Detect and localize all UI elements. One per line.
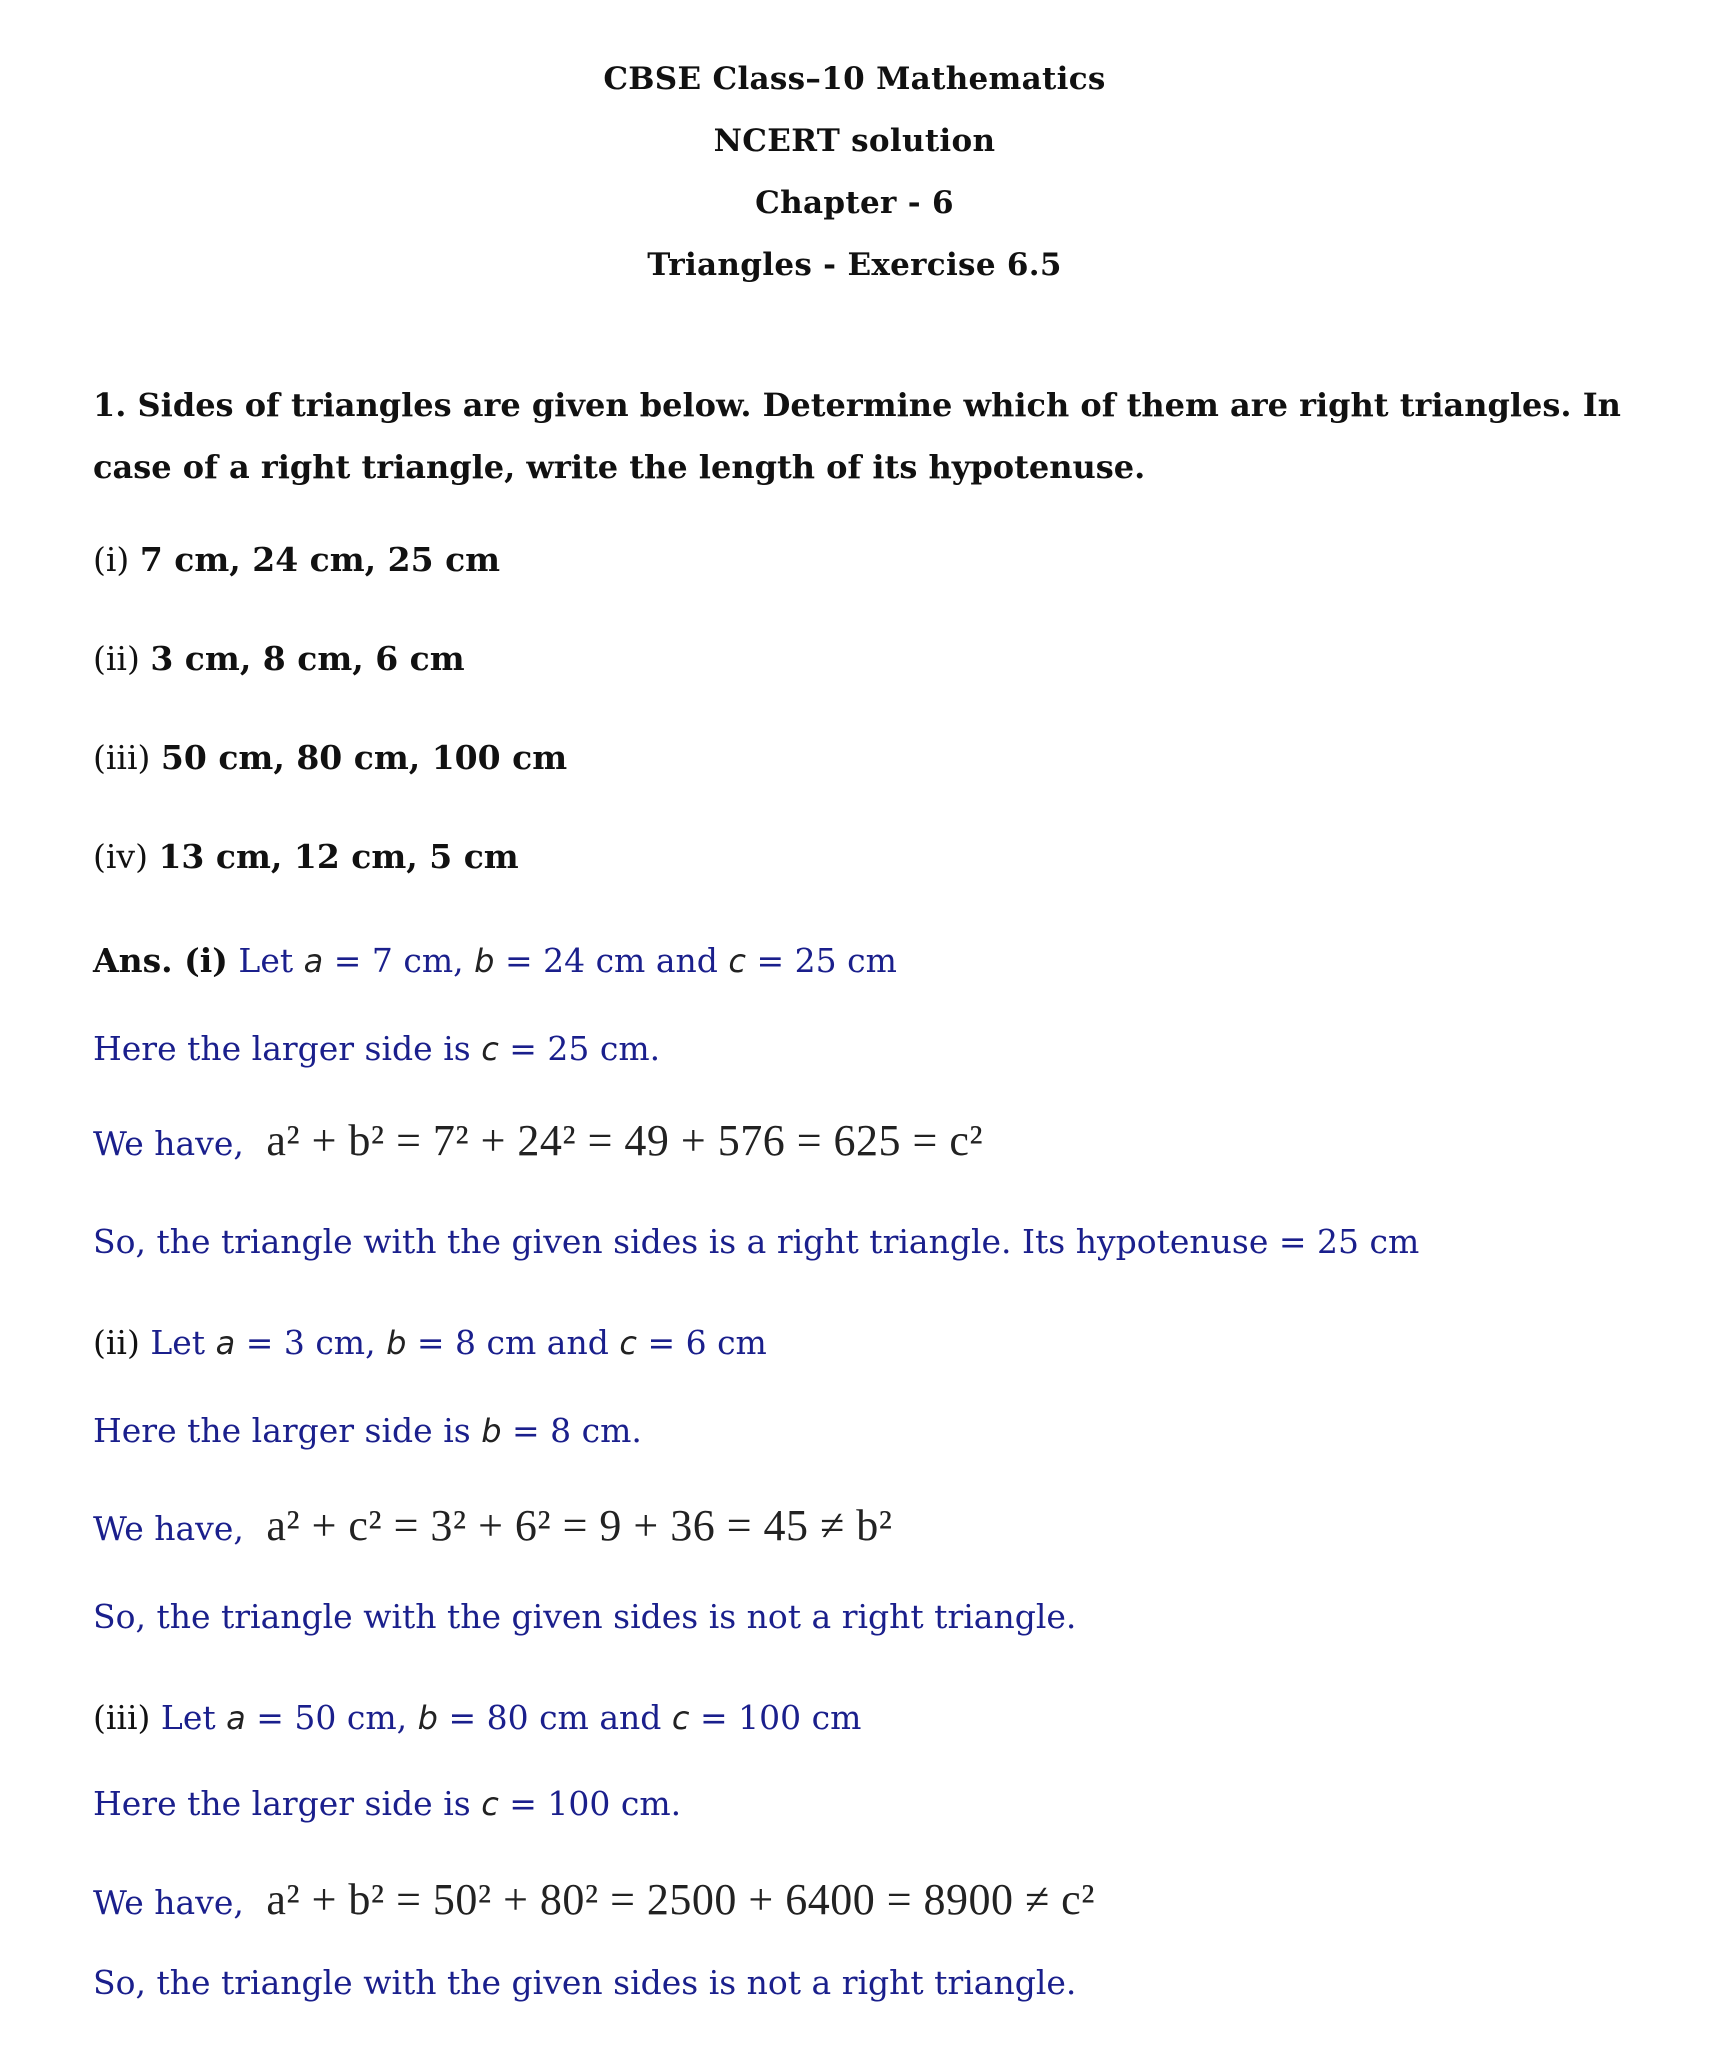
part-number: (iii) (93, 1698, 151, 1737)
larger-prefix: Here the larger side is (93, 1784, 471, 1823)
var-a: a (226, 1699, 246, 1737)
option-number: (ii) (93, 639, 140, 678)
answer-part3-conclusion: So, the triangle with the given sides is not a right triangle. (93, 1963, 1077, 2002)
var-c: c (619, 1324, 637, 1362)
var-c: c (728, 942, 746, 980)
answer-part2-equation-line (93, 1500, 892, 1551)
larger-prefix: Here the larger side is (93, 1029, 471, 1068)
let-prefix: Let (160, 1698, 216, 1737)
answer-part2-conclusion: So, the triangle with the given sides is not a right triangle. (93, 1597, 1077, 1636)
we-have: We have, (93, 1509, 244, 1548)
header-exercise: Triangles - Exercise 6.5 (647, 247, 1062, 283)
document-header (0, 48, 1709, 296)
value-b: = 8 cm and (416, 1323, 609, 1362)
equation: a² + c² = 3² + 6² = 9 + 36 = 45 ≠ b² (266, 1501, 893, 1550)
value-c: = 6 cm (647, 1323, 767, 1362)
question-option-2 (93, 639, 465, 678)
var-b: b (386, 1324, 407, 1362)
answer-part3-let (93, 1698, 861, 1737)
larger-prefix: Here the larger side is (93, 1411, 471, 1450)
larger-var: c (481, 1785, 499, 1823)
value-b: = 24 cm and (504, 941, 718, 980)
option-number: (iv) (93, 837, 148, 876)
part-number: (ii) (93, 1323, 140, 1362)
var-c: c (671, 1699, 690, 1737)
question-option-3 (93, 738, 567, 777)
equation: a² + b² = 7² + 24² = 49 + 576 = 625 = c² (266, 1116, 984, 1165)
answer-part2-let (93, 1323, 767, 1362)
value-c: = 100 cm (699, 1698, 862, 1737)
equation: a² + b² = 50² + 80² = 2500 + 6400 = 8900 ≠ c² (266, 1875, 1095, 1924)
answer-part3-larger-side (93, 1784, 681, 1823)
value-b: = 80 cm and (448, 1698, 662, 1737)
value-a: = 50 cm, (256, 1698, 408, 1737)
header-chapter: Chapter - 6 (755, 185, 954, 221)
we-have: We have, (93, 1883, 244, 1922)
answer-part1-equation-line (93, 1115, 983, 1166)
value-c: = 25 cm (756, 941, 897, 980)
question-option-1 (93, 540, 500, 579)
value-a: = 7 cm, (333, 941, 464, 980)
answer-part1-conclusion: So, the triangle with the given sides is a right triangle. Its hypotenuse = 25 cm (93, 1222, 1420, 1261)
header-source: NCERT solution (713, 123, 996, 159)
let-prefix: Let (238, 941, 294, 980)
var-b: b (474, 942, 495, 980)
answer-part1-let (93, 941, 897, 980)
option-values: 3 cm, 8 cm, 6 cm (150, 639, 465, 678)
value-a: = 3 cm, (245, 1323, 376, 1362)
larger-var: c (481, 1030, 499, 1068)
answer-part2-larger-side (93, 1411, 642, 1450)
option-values: 7 cm, 24 cm, 25 cm (139, 540, 501, 579)
option-values: 50 cm, 80 cm, 100 cm (160, 738, 568, 777)
let-prefix: Let (150, 1323, 206, 1362)
option-values: 13 cm, 12 cm, 5 cm (158, 837, 519, 876)
question-option-4 (93, 837, 519, 876)
larger-value: = 8 cm. (512, 1411, 642, 1450)
question-text: 1. Sides of triangles are given below. Determine which of them are right triangles. In case of a right triangle, write the length of its hypotenuse. (93, 386, 1621, 486)
header-subject: CBSE Class–10 Mathematics (603, 61, 1106, 97)
larger-value: = 100 cm. (509, 1784, 682, 1823)
option-number: (i) (93, 540, 130, 579)
answer-part1-larger-side (93, 1029, 660, 1068)
answer-label: Ans. (i) (93, 941, 228, 980)
var-a: a (303, 942, 324, 980)
var-a: a (215, 1324, 236, 1362)
larger-value: = 25 cm. (509, 1029, 661, 1068)
var-b: b (417, 1699, 438, 1737)
option-number: (iii) (93, 738, 151, 777)
answer-part3-equation-line (93, 1874, 1095, 1925)
larger-var: b (481, 1412, 502, 1450)
we-have: We have, (93, 1124, 244, 1163)
